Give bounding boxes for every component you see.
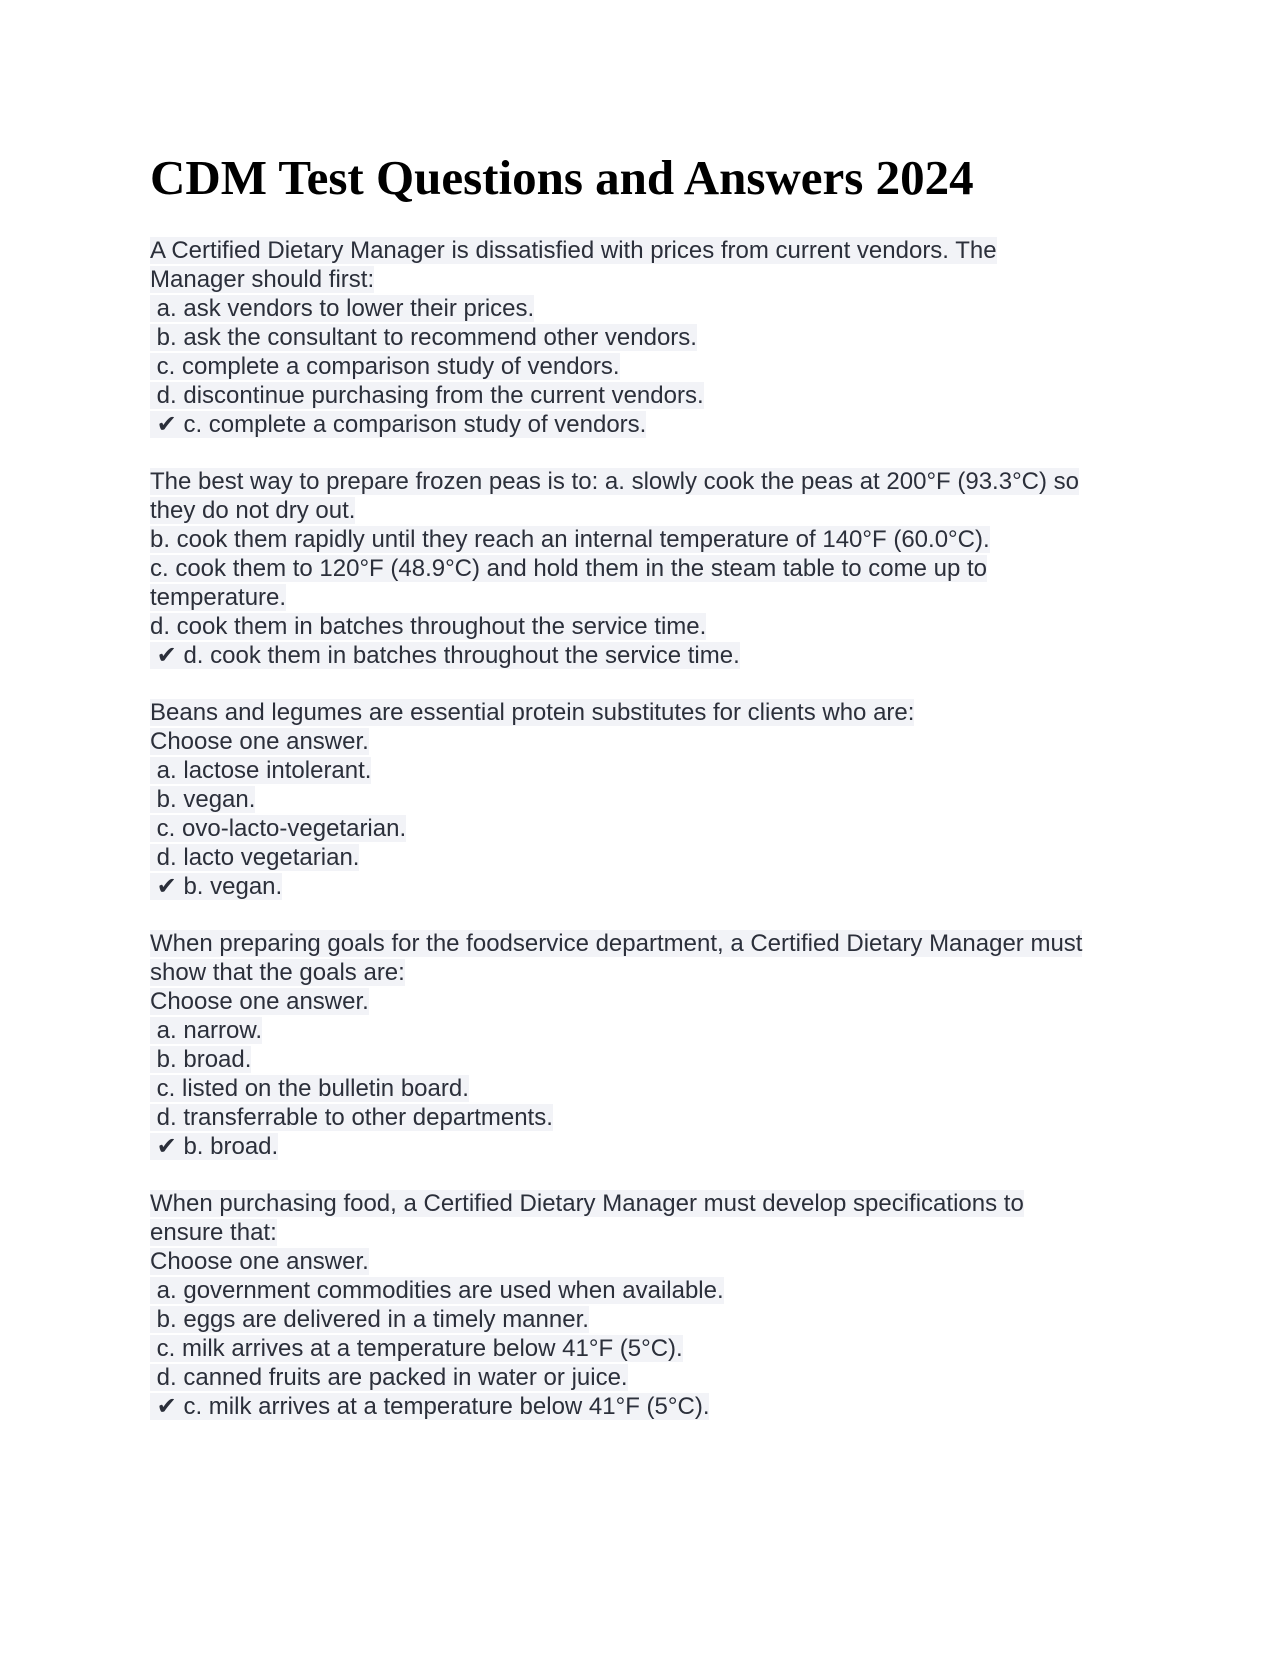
question-instruction: Choose one answer. xyxy=(150,728,369,755)
answer-option: c. complete a comparison study of vendors. xyxy=(150,353,620,380)
question-instruction: Choose one answer. xyxy=(150,1248,369,1275)
question-text: When purchasing food, a Certified Dietary Manager must develop specifications to xyxy=(150,1190,1024,1217)
answer-option: d. discontinue purchasing from the current vendors. xyxy=(150,382,704,409)
correct-answer: ✔ b. vegan. xyxy=(150,873,283,900)
question-text: Manager should first: xyxy=(150,266,375,293)
answer-option: d. canned fruits are packed in water or juice. xyxy=(150,1364,628,1391)
answer-option: b. broad. xyxy=(150,1046,252,1073)
answer-option: c. listed on the bulletin board. xyxy=(150,1075,469,1102)
answer-option: b. ask the consultant to recommend other vendors. xyxy=(150,324,697,351)
question-block-5 xyxy=(150,1189,1150,1421)
document-page xyxy=(150,150,1150,1449)
question-block-2 xyxy=(150,467,1150,670)
answer-option: d. cook them in batches throughout the service time. xyxy=(150,613,707,640)
correct-answer: ✔ d. cook them in batches throughout the service time. xyxy=(150,642,740,669)
answer-option: b. cook them rapidly until they reach an internal temperature of 140°F (60.0°C). xyxy=(150,526,990,553)
question-text: Beans and legumes are essential protein substitutes for clients who are: xyxy=(150,699,915,726)
answer-option: a. lactose intolerant. xyxy=(150,757,372,784)
question-block-1 xyxy=(150,236,1150,439)
question-text: ensure that: xyxy=(150,1219,277,1246)
correct-answer: ✔ b. broad. xyxy=(150,1133,279,1160)
answer-option: a. ask vendors to lower their prices. xyxy=(150,295,535,322)
answer-option: a. government commodities are used when available. xyxy=(150,1277,724,1304)
question-text: show that the goals are: xyxy=(150,959,405,986)
answer-option: c. cook them to 120°F (48.9°C) and hold them in the steam table to come up to xyxy=(150,555,987,582)
question-text: The best way to prepare frozen peas is to: a. slowly cook the peas at 200°F (93.3°C) so xyxy=(150,468,1080,495)
question-text: When preparing goals for the foodservice department, a Certified Dietary Manager must xyxy=(150,930,1083,957)
answer-option: c. ovo-lacto-vegetarian. xyxy=(150,815,407,842)
answer-option: d. transferrable to other departments. xyxy=(150,1104,553,1131)
question-instruction: Choose one answer. xyxy=(150,988,369,1015)
answer-option: b. eggs are delivered in a timely manner. xyxy=(150,1306,589,1333)
answer-option: a. narrow. xyxy=(150,1017,263,1044)
correct-answer: ✔ c. milk arrives at a temperature below 41°F (5°C). xyxy=(150,1393,710,1420)
correct-answer: ✔ c. complete a comparison study of vendors. xyxy=(150,411,647,438)
question-text: they do not dry out. xyxy=(150,497,356,524)
question-block-4 xyxy=(150,929,1150,1161)
answer-option: temperature. xyxy=(150,584,287,611)
question-text: A Certified Dietary Manager is dissatisfied with prices from current vendors. The xyxy=(150,237,997,264)
question-block-3 xyxy=(150,698,1150,901)
answer-option: d. lacto vegetarian. xyxy=(150,844,360,871)
answer-option: b. vegan. xyxy=(150,786,256,813)
answer-option: c. milk arrives at a temperature below 41°F (5°C). xyxy=(150,1335,683,1362)
document-title: CDM Test Questions and Answers 2024 xyxy=(150,150,974,205)
